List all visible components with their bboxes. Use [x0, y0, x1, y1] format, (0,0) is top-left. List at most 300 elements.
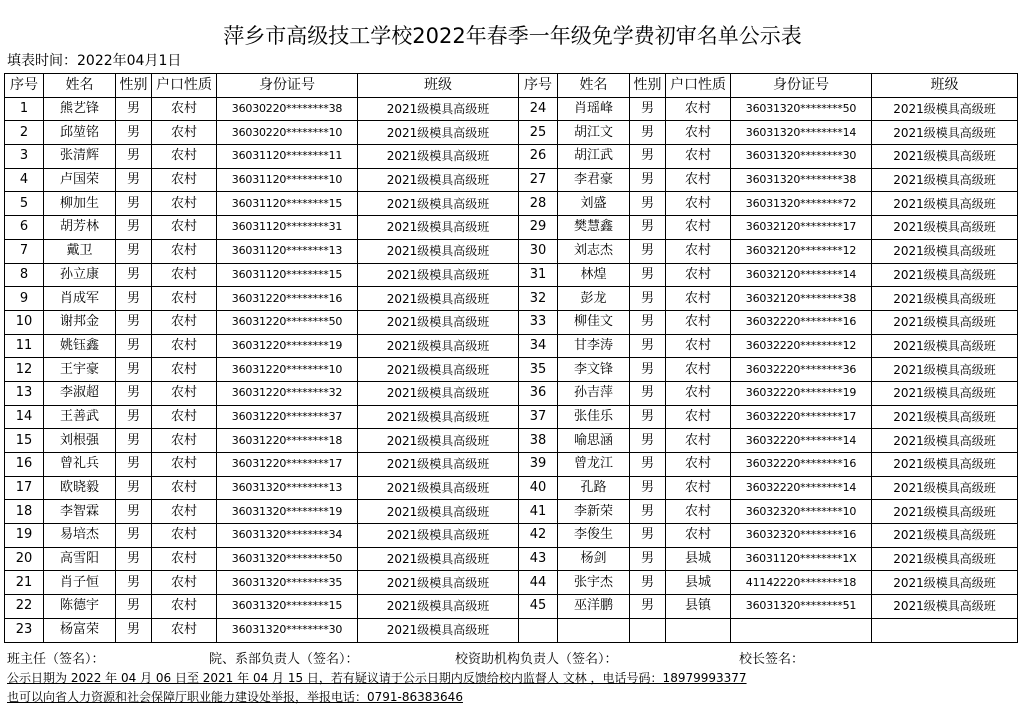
header-class: 班级	[872, 74, 1018, 98]
cell-id-number: 36031120********31	[217, 216, 358, 240]
table-row	[5, 571, 1018, 595]
cell-household: 农村	[666, 524, 731, 548]
cell-name: 邱堃铭	[44, 121, 116, 145]
cell-household: 县城	[666, 547, 731, 571]
cell-household: 农村	[152, 547, 217, 571]
cell-class: 2021级模具高级班	[872, 239, 1018, 263]
cell-gender: 男	[116, 476, 152, 500]
cell-seq: 28	[519, 192, 558, 216]
cell-name: 张宇杰	[558, 571, 630, 595]
cell-id-number: 36031320********50	[217, 547, 358, 571]
cell-gender: 男	[116, 547, 152, 571]
empty-cell	[519, 618, 558, 642]
header-household: 户口性质	[666, 74, 731, 98]
cell-seq: 13	[5, 381, 44, 405]
cell-gender: 男	[630, 216, 666, 240]
cell-gender: 男	[116, 97, 152, 121]
cell-id-number: 36031220********32	[217, 381, 358, 405]
cell-household: 农村	[152, 97, 217, 121]
cell-id-number: 36031320********38	[731, 168, 872, 192]
cell-gender: 男	[630, 145, 666, 169]
cell-id-number: 36031320********50	[731, 97, 872, 121]
table-row	[5, 239, 1018, 263]
cell-id-number: 36031220********17	[217, 453, 358, 477]
cell-class: 2021级模具高级班	[358, 192, 519, 216]
cell-seq: 1	[5, 97, 44, 121]
cell-seq: 22	[5, 595, 44, 619]
cell-gender: 男	[630, 121, 666, 145]
cell-household: 农村	[666, 168, 731, 192]
cell-seq: 7	[5, 239, 44, 263]
cell-name: 刘盛	[558, 192, 630, 216]
cell-id-number: 36032320********16	[731, 524, 872, 548]
cell-gender: 男	[630, 453, 666, 477]
cell-household: 农村	[152, 524, 217, 548]
cell-class: 2021级模具高级班	[872, 405, 1018, 429]
cell-seq: 27	[519, 168, 558, 192]
cell-name: 孙立康	[44, 263, 116, 287]
cell-seq: 16	[5, 453, 44, 477]
cell-class: 2021级模具高级班	[872, 263, 1018, 287]
cell-household: 农村	[152, 287, 217, 311]
cell-class: 2021级模具高级班	[358, 547, 519, 571]
cell-class: 2021级模具高级班	[872, 310, 1018, 334]
cell-household: 农村	[666, 192, 731, 216]
cell-name: 姚钰鑫	[44, 334, 116, 358]
header-id-number: 身份证号	[731, 74, 872, 98]
cell-seq: 4	[5, 168, 44, 192]
cell-gender: 男	[116, 121, 152, 145]
cell-id-number: 36032320********10	[731, 500, 872, 524]
cell-gender: 男	[630, 239, 666, 263]
cell-seq: 35	[519, 358, 558, 382]
cell-class: 2021级模具高级班	[358, 216, 519, 240]
cell-name: 孙吉萍	[558, 381, 630, 405]
cell-seq: 38	[519, 429, 558, 453]
cell-household: 农村	[666, 97, 731, 121]
cell-seq: 25	[519, 121, 558, 145]
table-row	[5, 381, 1018, 405]
cell-class: 2021级模具高级班	[358, 476, 519, 500]
cell-gender: 男	[630, 287, 666, 311]
cell-seq: 43	[519, 547, 558, 571]
cell-household: 农村	[666, 358, 731, 382]
fill-date: 填表时间：2022年04月1日	[7, 53, 182, 69]
cell-id-number: 36031320********30	[217, 618, 358, 642]
cell-household: 农村	[666, 476, 731, 500]
cell-id-number: 36032120********17	[731, 216, 872, 240]
cell-gender: 男	[630, 97, 666, 121]
cell-gender: 男	[630, 547, 666, 571]
empty-cell	[558, 618, 630, 642]
cell-gender: 男	[630, 571, 666, 595]
cell-class: 2021级模具高级班	[358, 310, 519, 334]
cell-gender: 男	[630, 476, 666, 500]
cell-gender: 男	[630, 192, 666, 216]
cell-seq: 6	[5, 216, 44, 240]
cell-class: 2021级模具高级班	[358, 168, 519, 192]
cell-id-number: 36032120********14	[731, 263, 872, 287]
cell-seq: 2	[5, 121, 44, 145]
cell-seq: 5	[5, 192, 44, 216]
cell-seq: 20	[5, 547, 44, 571]
aid-head-signature: 校资助机构负责人（签名）：	[455, 652, 618, 667]
cell-household: 农村	[152, 263, 217, 287]
cell-id-number: 36031220********50	[217, 310, 358, 334]
cell-class: 2021级模具高级班	[872, 500, 1018, 524]
dept-head-signature: 院、系部负责人（签名）：	[209, 652, 359, 667]
cell-class: 2021级模具高级班	[872, 453, 1018, 477]
cell-class: 2021级模具高级班	[358, 453, 519, 477]
cell-seq: 14	[5, 405, 44, 429]
cell-name: 肖瑶峰	[558, 97, 630, 121]
cell-household: 农村	[666, 216, 731, 240]
head-teacher-signature: 班主任（签名）：	[7, 652, 105, 667]
cell-gender: 男	[630, 595, 666, 619]
cell-household: 农村	[666, 381, 731, 405]
cell-name: 欧晓毅	[44, 476, 116, 500]
cell-id-number: 36032220********14	[731, 429, 872, 453]
table-row	[5, 334, 1018, 358]
cell-gender: 男	[630, 500, 666, 524]
page-title: 萍乡市高级技工学校2022年春季一年级免学费初审名单公示表	[223, 24, 802, 48]
cell-name: 柳佳文	[558, 310, 630, 334]
cell-name: 彭龙	[558, 287, 630, 311]
cell-gender: 男	[116, 405, 152, 429]
cell-class: 2021级模具高级班	[358, 500, 519, 524]
table-row	[5, 358, 1018, 382]
header-gender: 性别	[630, 74, 666, 98]
cell-class: 2021级模具高级班	[872, 168, 1018, 192]
cell-class: 2021级模具高级班	[872, 145, 1018, 169]
cell-name: 王善武	[44, 405, 116, 429]
cell-household: 农村	[152, 453, 217, 477]
header-seq: 序号	[5, 74, 44, 98]
cell-household: 农村	[152, 571, 217, 595]
cell-id-number: 36031120********13	[217, 239, 358, 263]
cell-name: 杨剑	[558, 547, 630, 571]
cell-name: 胡江文	[558, 121, 630, 145]
cell-id-number: 36031220********18	[217, 429, 358, 453]
header-name: 姓名	[558, 74, 630, 98]
cell-name: 肖成军	[44, 287, 116, 311]
cell-household: 农村	[666, 500, 731, 524]
cell-seq: 36	[519, 381, 558, 405]
cell-seq: 12	[5, 358, 44, 382]
cell-gender: 男	[116, 500, 152, 524]
cell-household: 农村	[666, 334, 731, 358]
report-line: 也可以向省人力资源和社会保障厅职业能力建设处举报，举报电话：0791-86383646	[7, 690, 463, 704]
cell-id-number: 36032220********17	[731, 405, 872, 429]
cell-name: 林煌	[558, 263, 630, 287]
cell-seq: 11	[5, 334, 44, 358]
cell-gender: 男	[116, 524, 152, 548]
cell-household: 农村	[152, 145, 217, 169]
header-seq: 序号	[519, 74, 558, 98]
cell-gender: 男	[630, 310, 666, 334]
cell-gender: 男	[116, 381, 152, 405]
cell-seq: 34	[519, 334, 558, 358]
cell-class: 2021级模具高级班	[872, 429, 1018, 453]
cell-seq: 3	[5, 145, 44, 169]
cell-seq: 8	[5, 263, 44, 287]
cell-name: 张佳乐	[558, 405, 630, 429]
cell-gender: 男	[116, 216, 152, 240]
cell-class: 2021级模具高级班	[872, 595, 1018, 619]
cell-seq: 17	[5, 476, 44, 500]
cell-name: 柳加生	[44, 192, 116, 216]
cell-name: 易培杰	[44, 524, 116, 548]
cell-id-number: 36032120********38	[731, 287, 872, 311]
cell-name: 李俊生	[558, 524, 630, 548]
cell-seq: 44	[519, 571, 558, 595]
cell-class: 2021级模具高级班	[872, 476, 1018, 500]
cell-gender: 男	[630, 524, 666, 548]
cell-household: 农村	[666, 145, 731, 169]
table-row	[5, 595, 1018, 619]
roster-body	[5, 74, 1018, 643]
cell-class: 2021级模具高级班	[872, 547, 1018, 571]
cell-gender: 男	[116, 168, 152, 192]
cell-name: 高雪阳	[44, 547, 116, 571]
cell-class: 2021级模具高级班	[358, 334, 519, 358]
cell-id-number: 36031320********35	[217, 571, 358, 595]
cell-household: 农村	[152, 334, 217, 358]
cell-class: 2021级模具高级班	[872, 381, 1018, 405]
cell-id-number: 36031320********19	[217, 500, 358, 524]
cell-name: 喻思涵	[558, 429, 630, 453]
cell-gender: 男	[116, 239, 152, 263]
cell-household: 农村	[666, 263, 731, 287]
cell-gender: 男	[116, 310, 152, 334]
cell-class: 2021级模具高级班	[872, 192, 1018, 216]
cell-class: 2021级模具高级班	[358, 145, 519, 169]
cell-household: 农村	[152, 239, 217, 263]
cell-seq: 39	[519, 453, 558, 477]
table-row	[5, 263, 1018, 287]
empty-cell	[666, 618, 731, 642]
cell-class: 2021级模具高级班	[358, 429, 519, 453]
cell-gender: 男	[116, 595, 152, 619]
cell-household: 县城	[666, 571, 731, 595]
cell-seq: 10	[5, 310, 44, 334]
cell-class: 2021级模具高级班	[872, 287, 1018, 311]
cell-household: 县镇	[666, 595, 731, 619]
cell-name: 甘李涛	[558, 334, 630, 358]
cell-class: 2021级模具高级班	[358, 595, 519, 619]
cell-id-number: 36032220********16	[731, 453, 872, 477]
header-name: 姓名	[44, 74, 116, 98]
cell-household: 农村	[152, 121, 217, 145]
cell-id-number: 36032220********12	[731, 334, 872, 358]
cell-gender: 男	[630, 429, 666, 453]
cell-class: 2021级模具高级班	[358, 263, 519, 287]
header-class: 班级	[358, 74, 519, 98]
cell-id-number: 36031220********37	[217, 405, 358, 429]
cell-id-number: 36030220********38	[217, 97, 358, 121]
cell-id-number: 36031320********51	[731, 595, 872, 619]
cell-seq: 30	[519, 239, 558, 263]
header-gender: 性别	[116, 74, 152, 98]
cell-class: 2021级模具高级班	[358, 287, 519, 311]
roster-table	[4, 73, 1018, 643]
cell-seq: 42	[519, 524, 558, 548]
cell-name: 戴卫	[44, 239, 116, 263]
cell-id-number: 36031120********10	[217, 168, 358, 192]
cell-class: 2021级模具高级班	[872, 121, 1018, 145]
cell-id-number: 36032220********19	[731, 381, 872, 405]
table-row	[5, 97, 1018, 121]
cell-household: 农村	[666, 287, 731, 311]
cell-household: 农村	[152, 192, 217, 216]
cell-seq: 41	[519, 500, 558, 524]
cell-name: 李淑超	[44, 381, 116, 405]
cell-seq: 45	[519, 595, 558, 619]
cell-id-number: 36031320********14	[731, 121, 872, 145]
cell-gender: 男	[116, 263, 152, 287]
cell-id-number: 36031320********72	[731, 192, 872, 216]
cell-seq: 24	[519, 97, 558, 121]
cell-seq: 21	[5, 571, 44, 595]
cell-class: 2021级模具高级班	[358, 239, 519, 263]
cell-class: 2021级模具高级班	[358, 121, 519, 145]
cell-class: 2021级模具高级班	[872, 216, 1018, 240]
cell-seq: 15	[5, 429, 44, 453]
cell-seq: 40	[519, 476, 558, 500]
cell-seq: 29	[519, 216, 558, 240]
cell-name: 刘志杰	[558, 239, 630, 263]
header-row	[5, 74, 1018, 98]
cell-class: 2021级模具高级班	[872, 571, 1018, 595]
cell-seq: 9	[5, 287, 44, 311]
table-row	[5, 310, 1018, 334]
cell-household: 农村	[666, 310, 731, 334]
cell-name: 陈德宇	[44, 595, 116, 619]
cell-name: 刘根强	[44, 429, 116, 453]
table-row	[5, 216, 1018, 240]
cell-id-number: 36031220********16	[217, 287, 358, 311]
cell-name: 胡江武	[558, 145, 630, 169]
cell-seq: 23	[5, 618, 44, 642]
cell-seq: 31	[519, 263, 558, 287]
cell-name: 巫洋鹏	[558, 595, 630, 619]
cell-household: 农村	[152, 476, 217, 500]
cell-name: 熊艺锋	[44, 97, 116, 121]
cell-class: 2021级模具高级班	[358, 571, 519, 595]
table-row	[5, 429, 1018, 453]
empty-cell	[630, 618, 666, 642]
table-row	[5, 524, 1018, 548]
cell-id-number: 36032120********12	[731, 239, 872, 263]
cell-id-number: 36031120********15	[217, 263, 358, 287]
cell-household: 农村	[152, 168, 217, 192]
header-id-number: 身份证号	[217, 74, 358, 98]
cell-name: 卢国荣	[44, 168, 116, 192]
cell-household: 农村	[152, 595, 217, 619]
cell-id-number: 36031220********10	[217, 358, 358, 382]
table-row	[5, 145, 1018, 169]
signature-row	[7, 651, 1017, 669]
cell-household: 农村	[152, 405, 217, 429]
cell-household: 农村	[666, 405, 731, 429]
cell-name: 胡芳林	[44, 216, 116, 240]
cell-gender: 男	[116, 358, 152, 382]
cell-gender: 男	[116, 571, 152, 595]
cell-class: 2021级模具高级班	[872, 334, 1018, 358]
cell-household: 农村	[152, 310, 217, 334]
cell-name: 李文锋	[558, 358, 630, 382]
cell-gender: 男	[630, 405, 666, 429]
cell-gender: 男	[630, 334, 666, 358]
cell-name: 李新荣	[558, 500, 630, 524]
cell-class: 2021级模具高级班	[358, 358, 519, 382]
cell-id-number: 36031120********11	[217, 145, 358, 169]
cell-id-number: 36032220********36	[731, 358, 872, 382]
cell-gender: 男	[116, 192, 152, 216]
cell-name: 杨富荣	[44, 618, 116, 642]
cell-seq: 37	[519, 405, 558, 429]
cell-class: 2021级模具高级班	[358, 405, 519, 429]
cell-name: 孔路	[558, 476, 630, 500]
cell-class: 2021级模具高级班	[358, 381, 519, 405]
cell-gender: 男	[630, 263, 666, 287]
cell-name: 樊慧鑫	[558, 216, 630, 240]
cell-household: 农村	[666, 429, 731, 453]
cell-class: 2021级模具高级班	[358, 524, 519, 548]
cell-seq: 32	[519, 287, 558, 311]
table-row	[5, 547, 1018, 571]
cell-seq: 18	[5, 500, 44, 524]
table-row	[5, 287, 1018, 311]
cell-household: 农村	[152, 500, 217, 524]
cell-household: 农村	[666, 453, 731, 477]
cell-gender: 男	[116, 618, 152, 642]
cell-id-number: 36031320********30	[731, 145, 872, 169]
table-row	[5, 453, 1018, 477]
cell-household: 农村	[666, 121, 731, 145]
cell-household: 农村	[152, 216, 217, 240]
cell-class: 2021级模具高级班	[872, 524, 1018, 548]
cell-seq: 33	[519, 310, 558, 334]
cell-seq: 19	[5, 524, 44, 548]
cell-name: 李智霖	[44, 500, 116, 524]
principal-signature: 校长签名：	[739, 652, 805, 667]
cell-name: 李君豪	[558, 168, 630, 192]
cell-gender: 男	[630, 358, 666, 382]
cell-class: 2021级模具高级班	[358, 97, 519, 121]
cell-id-number: 36031220********19	[217, 334, 358, 358]
cell-class: 2021级模具高级班	[872, 97, 1018, 121]
cell-seq: 26	[519, 145, 558, 169]
cell-id-number: 41142220********18	[731, 571, 872, 595]
publicity-notice: 公示日期为 2022 年 04 月 06 日至 2021 年 04 月 15 日，若有疑议请于公示日期内反馈给校内监督人 文林 ，电话号码：18979993377	[7, 671, 747, 685]
table-row	[5, 121, 1018, 145]
cell-household: 农村	[152, 429, 217, 453]
cell-household: 农村	[666, 239, 731, 263]
cell-gender: 男	[116, 287, 152, 311]
table-row	[5, 618, 1018, 642]
cell-id-number: 36031120********15	[217, 192, 358, 216]
cell-household: 农村	[152, 358, 217, 382]
cell-id-number: 36032220********16	[731, 310, 872, 334]
cell-household: 农村	[152, 618, 217, 642]
cell-id-number: 36031320********15	[217, 595, 358, 619]
cell-id-number: 36031320********13	[217, 476, 358, 500]
cell-name: 肖子恒	[44, 571, 116, 595]
cell-name: 曾礼兵	[44, 453, 116, 477]
cell-gender: 男	[116, 145, 152, 169]
table-row	[5, 500, 1018, 524]
